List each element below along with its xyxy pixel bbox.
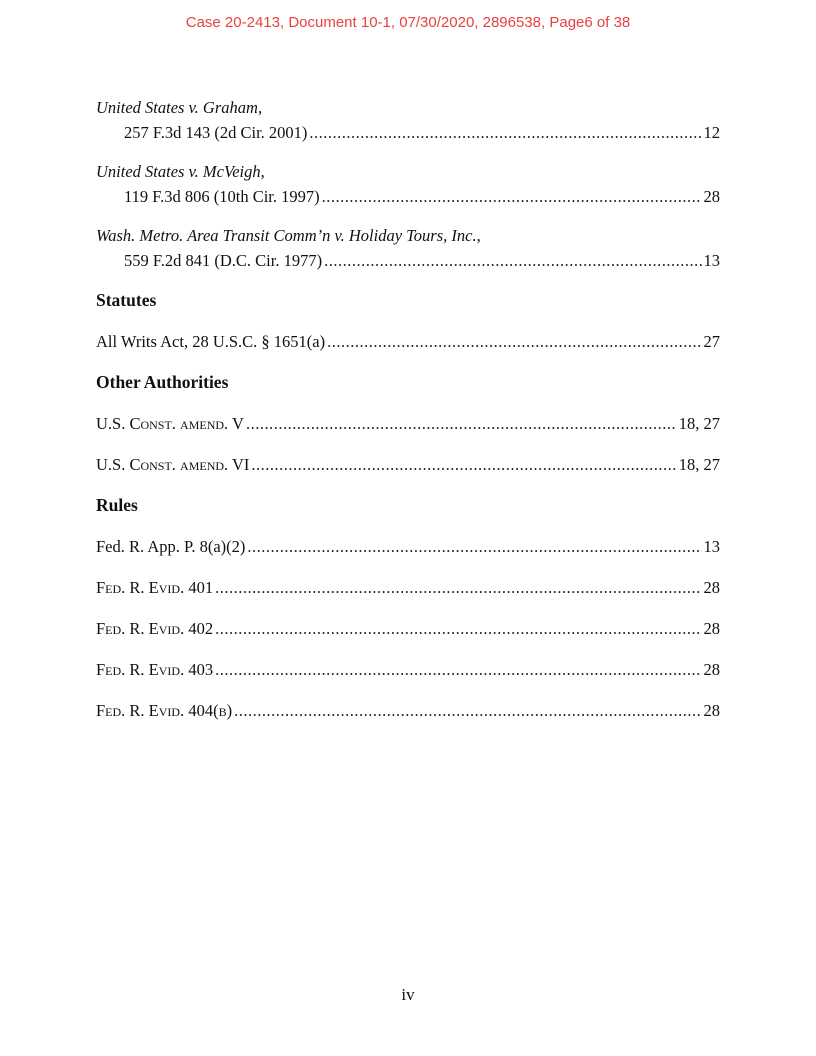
authority-text: Fed. R. Evid. 403 [96,660,214,679]
case-citation: 119 F.3d 806 (10th Cir. 1997) [124,187,320,206]
page-reference: 13 [703,537,720,556]
page-reference: 28 [703,701,720,720]
dot-leader [215,657,701,682]
authority-entry [96,329,720,354]
case-entry: United States v. Graham, 257 F.3d 143 (2d Cir. 2001) ..... 12 [96,95,720,145]
authority-entry [96,411,720,436]
page-reference: 18, 27 [678,414,720,433]
dot-leader [234,698,701,723]
table-of-authorities [96,95,720,723]
case-name: United States v. McVeigh [96,162,261,181]
page-reference: 28 [703,619,720,638]
case-entry: United States v. McVeigh, 119 F.3d 806 (10th Cir. 1997) ..... 28 [96,159,720,209]
authority-entry [96,575,720,600]
page-reference: 18, 27 [678,455,720,474]
authority-text: U.S. Const. amend. V [96,414,244,433]
authority-text: Fed. R. Evid. 401 [96,578,214,597]
authority-text: All Writs Act, 28 U.S.C. § 1651(a) [96,332,326,351]
authority-entry [96,452,720,477]
case-citation: 559 F.2d 841 (D.C. Cir. 1977) [124,251,323,270]
section-heading-other-authorities: Other Authorities [96,372,229,392]
authority-text: Fed. R. Evid. 404(b) [96,701,233,720]
page-number: iv [401,985,415,1004]
dot-leader [324,248,701,273]
page-reference: 28 [703,578,720,597]
authority-text: Fed. R. Evid. 402 [96,619,214,638]
authority-text: Fed. R. App. P. 8(a)(2) [96,537,246,556]
case-entry: Wash. Metro. Area Transit Comm’n v. Holiday Tours, Inc., 559 F.2d 841 (D.C. Cir. 1977) ..... 13 [96,223,720,273]
case-header-stamp: Case 20-2413, Document 10-1, 07/30/2020, 2896538, Page6 of 38 [185,14,631,31]
case-citation: 257 F.3d 143 (2d Cir. 2001) [124,123,308,142]
dot-leader [327,329,701,354]
dot-leader [246,411,677,436]
page-reference: 28 [703,187,720,206]
dot-leader [215,575,701,600]
case-name: United States v. Graham [96,98,258,117]
case-name: Wash. Metro. Area Transit Comm’n v. Holiday Tours, Inc. [96,226,477,245]
page-reference: 13 [703,251,720,270]
dot-leader [322,184,702,209]
page-reference: 12 [703,123,720,142]
dot-leader [251,452,676,477]
authority-entry [96,616,720,641]
page-reference: 28 [703,660,720,679]
section-heading-rules: Rules [96,495,138,515]
authority-text: U.S. Const. amend. VI [96,455,250,474]
dot-leader [309,120,701,145]
authority-entry [96,698,720,723]
dot-leader [247,534,701,559]
page-reference: 27 [703,332,720,351]
authority-entry [96,657,720,682]
section-heading-statutes: Statutes [96,290,157,310]
dot-leader [215,616,701,641]
authority-entry [96,534,720,559]
